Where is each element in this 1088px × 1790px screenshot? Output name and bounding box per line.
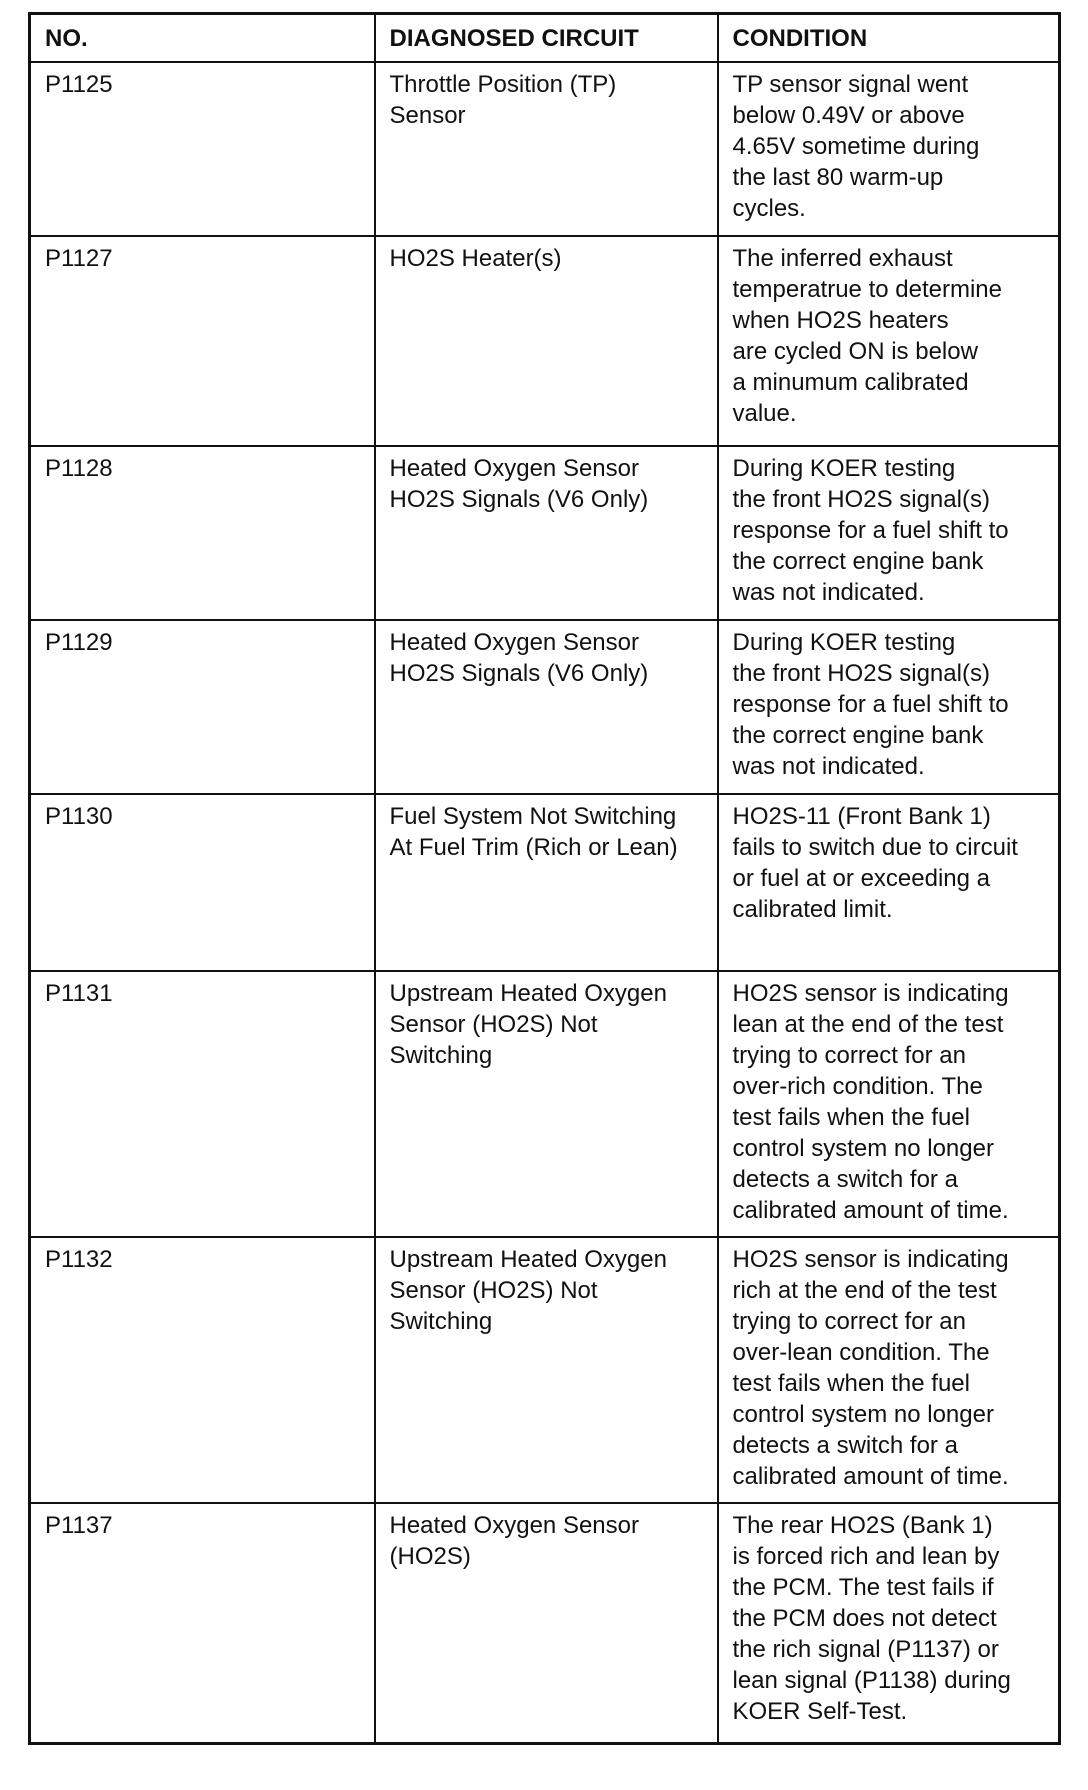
cell-text-line: was not indicated.: [732, 753, 925, 780]
cell-text-line: lean signal (P1138) during: [732, 1667, 1011, 1694]
cell-text-line: Heated Oxygen Sensor: [389, 455, 639, 482]
table-row: [30, 62, 1060, 236]
cell-text-line: 4.65V sometime during: [732, 133, 980, 160]
header-diagnosed-circuit: DIAGNOSED CIRCUIT: [375, 14, 718, 63]
cell-text-line: cycles.: [732, 195, 806, 222]
cell-text-line: detects a switch for a: [732, 1432, 958, 1459]
cell-text-line: Throttle Position (TP): [389, 71, 617, 98]
cell-condition: [718, 1503, 1060, 1744]
cell-text-line: HO2S-11 (Front Bank 1): [732, 803, 991, 830]
table-row: [30, 1503, 1060, 1744]
cell-text-line: KOER Self-Test.: [732, 1698, 908, 1725]
cell-text-line: is forced rich and lean by: [732, 1543, 1000, 1570]
cell-text-line: Fuel System Not Switching: [389, 803, 677, 830]
cell-circuit: [375, 794, 718, 971]
cell-text-line: Switching: [389, 1042, 493, 1069]
cell-condition: [718, 1237, 1060, 1503]
cell-text-line: value.: [732, 400, 797, 427]
cell-text-line: detects a switch for a: [732, 1166, 958, 1193]
cell-circuit: [375, 971, 718, 1237]
cell-text-line: temperatrue to determine: [732, 276, 1002, 303]
cell-circuit: [375, 446, 718, 620]
cell-no: P1125: [30, 62, 375, 236]
table-row: [30, 620, 1060, 794]
cell-circuit: [375, 1237, 718, 1503]
diagnostic-trouble-code-table: [28, 12, 1061, 1745]
cell-condition: [718, 446, 1060, 620]
cell-text-line: TP sensor signal went: [732, 71, 969, 98]
cell-text-line: trying to correct for an: [732, 1308, 966, 1335]
cell-text-line: HO2S Signals (V6 Only): [389, 660, 649, 687]
cell-text-line: Sensor: [389, 102, 466, 129]
cell-text-line: control system no longer: [732, 1135, 994, 1162]
cell-text-line: The inferred exhaust: [732, 245, 953, 272]
cell-text-line: the last 80 warm-up: [732, 164, 944, 191]
cell-circuit: [375, 62, 718, 236]
cell-condition: [718, 236, 1060, 446]
cell-no: P1127: [30, 236, 375, 446]
cell-text-line: rich at the end of the test: [732, 1277, 997, 1304]
cell-condition: [718, 794, 1060, 971]
table-row: [30, 446, 1060, 620]
cell-text-line: or fuel at or exceeding a: [732, 865, 990, 892]
cell-text-line: response for a fuel shift to: [732, 517, 1009, 544]
dtc-table-container: [28, 12, 1058, 1745]
cell-text-line: Upstream Heated Oxygen: [389, 980, 667, 1007]
cell-text-line: are cycled ON is below: [732, 338, 978, 365]
cell-text-line: During KOER testing: [732, 455, 956, 482]
table-row: [30, 236, 1060, 446]
cell-text-line: test fails when the fuel: [732, 1104, 970, 1131]
cell-text-line: Upstream Heated Oxygen: [389, 1246, 667, 1273]
table-row: [30, 971, 1060, 1237]
cell-text-line: calibrated amount of time.: [732, 1197, 1009, 1224]
cell-circuit: [375, 236, 718, 446]
cell-text-line: a minumum calibrated: [732, 369, 969, 396]
cell-text-line: HO2S sensor is indicating: [732, 1246, 1009, 1273]
cell-text-line: Switching: [389, 1308, 493, 1335]
cell-text-line: below 0.49V or above: [732, 102, 965, 129]
cell-text-line: (HO2S): [389, 1543, 471, 1570]
cell-no: P1130: [30, 794, 375, 971]
cell-text-line: HO2S sensor is indicating: [732, 980, 1009, 1007]
header-no: NO.: [30, 14, 375, 63]
cell-text-line: During KOER testing: [732, 629, 956, 656]
cell-text-line: test fails when the fuel: [732, 1370, 970, 1397]
cell-text-line: Sensor (HO2S) Not: [389, 1277, 598, 1304]
cell-text-line: was not indicated.: [732, 579, 925, 606]
cell-text-line: Heated Oxygen Sensor: [389, 629, 639, 656]
cell-no: P1128: [30, 446, 375, 620]
cell-text-line: over-lean condition. The: [732, 1339, 990, 1366]
cell-no: P1137: [30, 1503, 375, 1744]
cell-condition: [718, 620, 1060, 794]
cell-no: P1129: [30, 620, 375, 794]
cell-text-line: the front HO2S signal(s): [732, 486, 990, 513]
cell-text-line: Sensor (HO2S) Not: [389, 1011, 598, 1038]
cell-text-line: trying to correct for an: [732, 1042, 966, 1069]
cell-text-line: control system no longer: [732, 1401, 994, 1428]
cell-condition: [718, 62, 1060, 236]
cell-text-line: The rear HO2S (Bank 1): [732, 1512, 993, 1539]
cell-text-line: the front HO2S signal(s): [732, 660, 990, 687]
cell-text-line: response for a fuel shift to: [732, 691, 1009, 718]
cell-text-line: Heated Oxygen Sensor: [389, 1512, 639, 1539]
table-header-row: [30, 14, 1060, 63]
cell-text-line: over-rich condition. The: [732, 1073, 983, 1100]
header-condition: CONDITION: [718, 14, 1060, 63]
cell-text-line: lean at the end of the test: [732, 1011, 1004, 1038]
cell-text-line: the correct engine bank: [732, 548, 984, 575]
cell-circuit: [375, 620, 718, 794]
cell-text-line: the PCM. The test fails if: [732, 1574, 994, 1601]
table-row: [30, 1237, 1060, 1503]
cell-text-line: HO2S Signals (V6 Only): [389, 486, 649, 513]
cell-no: P1132: [30, 1237, 375, 1503]
cell-condition: [718, 971, 1060, 1237]
cell-text-line: the rich signal (P1137) or: [732, 1636, 999, 1663]
cell-text-line: calibrated limit.: [732, 896, 893, 923]
cell-circuit: [375, 1503, 718, 1744]
cell-text-line: the correct engine bank: [732, 722, 984, 749]
cell-text-line: At Fuel Trim (Rich or Lean): [389, 834, 678, 861]
cell-text-line: the PCM does not detect: [732, 1605, 997, 1632]
table-row: [30, 794, 1060, 971]
cell-text-line: when HO2S heaters: [732, 307, 949, 334]
cell-text-line: HO2S Heater(s): [389, 245, 562, 272]
cell-text-line: calibrated amount of time.: [732, 1463, 1009, 1490]
cell-text-line: fails to switch due to circuit: [732, 834, 1018, 861]
cell-no: P1131: [30, 971, 375, 1237]
